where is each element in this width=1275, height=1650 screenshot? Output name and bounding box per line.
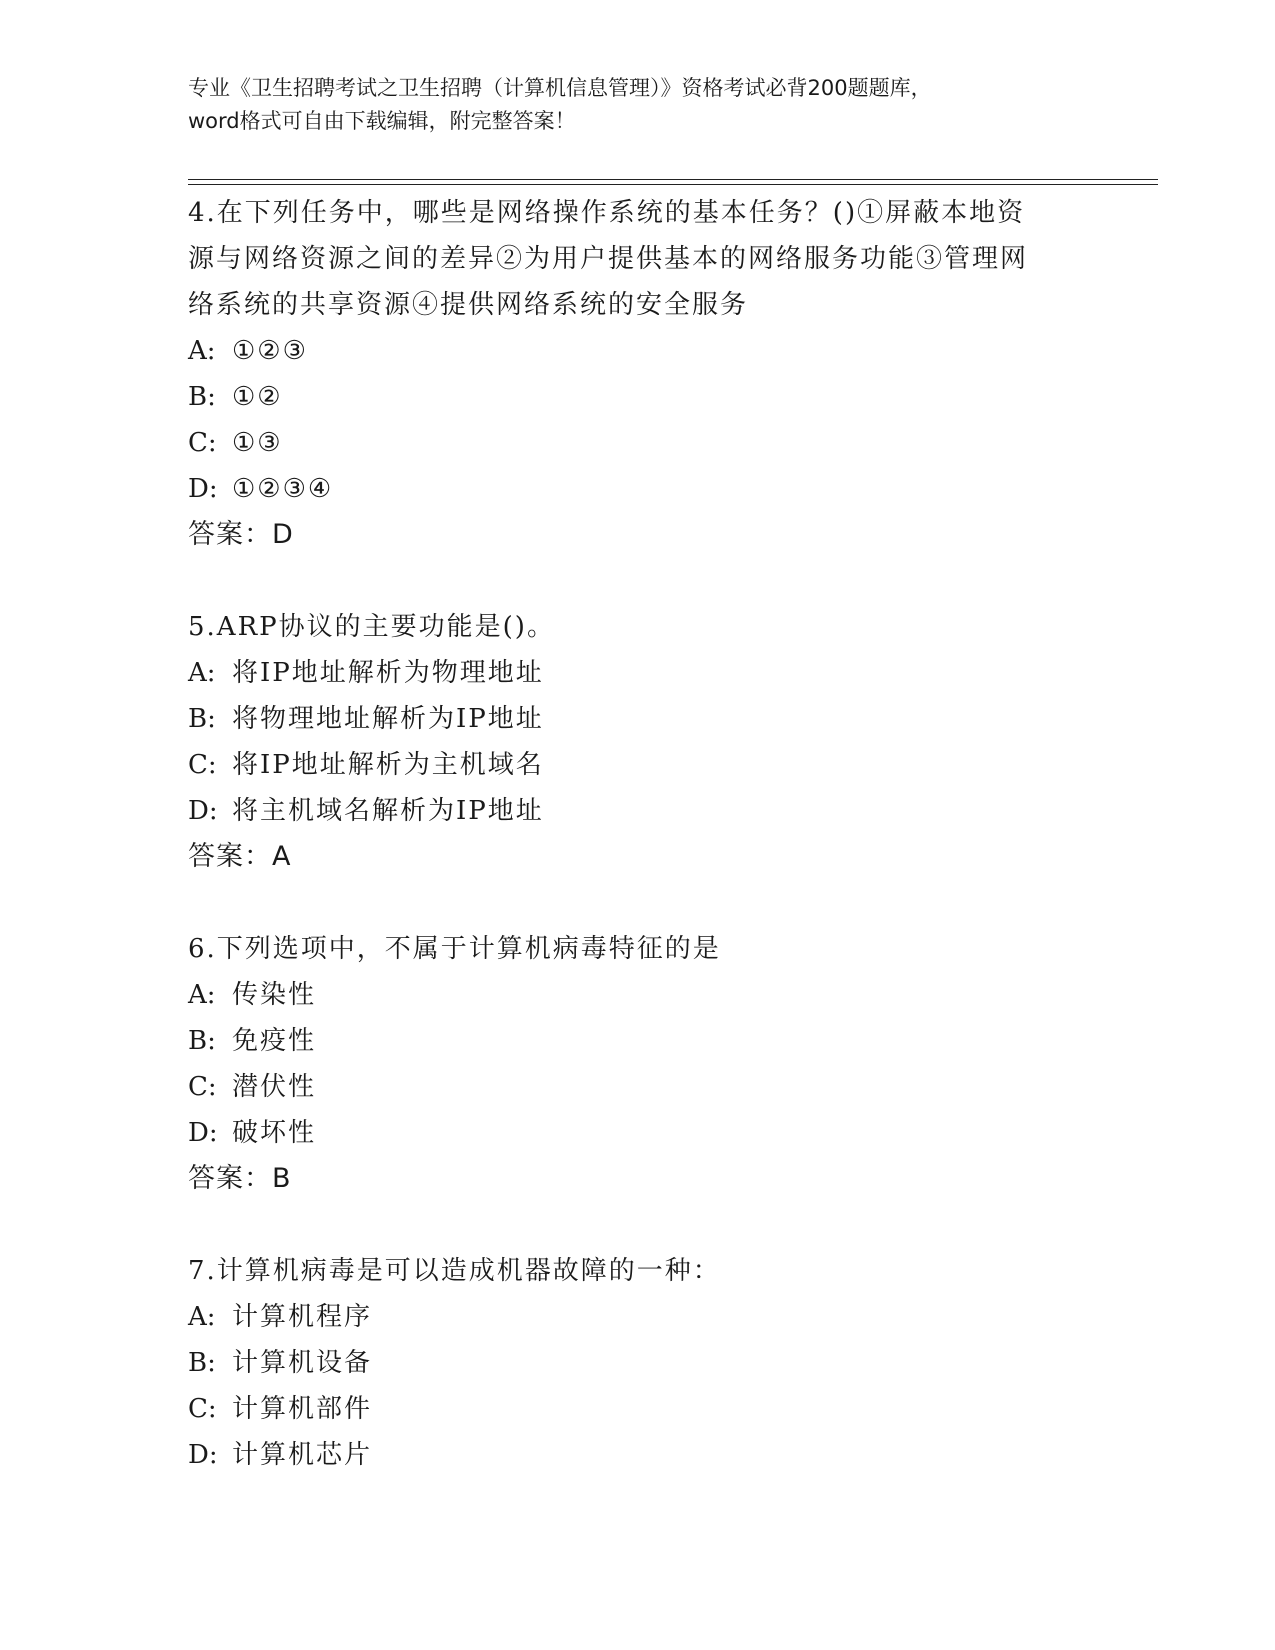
option-c: [188, 1064, 1088, 1110]
option-key: A:: [188, 336, 216, 366]
option-key: A:: [188, 658, 216, 688]
option-text: 计算机设备: [232, 1348, 373, 1378]
question-4: [188, 190, 1088, 558]
header-divider-top: [188, 179, 1158, 180]
option-text: 将物理地址解析为IP地址: [232, 704, 544, 734]
option-key: A:: [188, 1302, 216, 1332]
option-key: C:: [188, 750, 217, 780]
option-text: 将IP地址解析为主机域名: [232, 750, 544, 780]
question-stem-line: 4.在下列任务中，哪些是网络操作系统的基本任务？()①屏蔽本地资: [188, 198, 1026, 228]
question-7: [188, 1248, 1088, 1478]
option-a: [188, 650, 1088, 696]
option-a: [188, 328, 1088, 374]
question-stem-line: 5.ARP协议的主要功能是()。: [188, 612, 555, 642]
option-a: [188, 972, 1088, 1018]
option-d: [188, 788, 1088, 834]
header-divider-bottom: [188, 184, 1158, 185]
question-5: [188, 604, 1088, 880]
option-text: 免疫性: [232, 1026, 317, 1056]
option-key: D:: [188, 796, 218, 826]
option-c: [188, 742, 1088, 788]
option-key: D:: [188, 1440, 218, 1470]
question-stem: [188, 604, 1088, 650]
option-key: C:: [188, 1072, 217, 1102]
option-key: B:: [188, 1026, 216, 1056]
option-key: D:: [188, 474, 218, 504]
question-6: [188, 926, 1088, 1202]
option-key: A:: [188, 980, 216, 1010]
option-text: 传染性: [232, 980, 317, 1010]
question-stem: [188, 1248, 1088, 1294]
option-key: B:: [188, 382, 216, 412]
option-b: [188, 1018, 1088, 1064]
question-stem-line: 7.计算机病毒是可以造成机器故障的一种：: [188, 1256, 721, 1286]
option-text: 计算机部件: [232, 1394, 373, 1424]
option-text: 破坏性: [232, 1118, 317, 1148]
option-key: C:: [188, 1394, 217, 1424]
option-b: [188, 696, 1088, 742]
answer-label: 答案：A: [188, 841, 292, 872]
option-text: 计算机程序: [232, 1302, 373, 1332]
option-text: 将IP地址解析为物理地址: [232, 658, 544, 688]
question-stem-line: 6.下列选项中，不属于计算机病毒特征的是: [188, 934, 721, 964]
question-stem: [188, 190, 1068, 328]
question-stem-line: 源与网络资源之间的差异②为用户提供基本的网络服务功能③管理网: [188, 244, 1029, 274]
option-text: ①②③: [232, 336, 308, 366]
question-list: [188, 190, 1088, 1478]
option-c: [188, 420, 1088, 466]
option-d: [188, 1110, 1088, 1156]
spacer: [188, 1202, 1088, 1248]
document-header: [188, 72, 1088, 138]
header-title-line-2: word格式可自由下载编辑，附完整答案！: [188, 109, 576, 133]
spacer: [188, 880, 1088, 926]
option-text: 计算机芯片: [232, 1440, 373, 1470]
option-key: B:: [188, 1348, 216, 1378]
option-d: [188, 466, 1088, 512]
option-b: [188, 374, 1088, 420]
option-text: ①②③④: [232, 474, 334, 504]
option-c: [188, 1386, 1088, 1432]
option-text: 潜伏性: [232, 1072, 317, 1102]
option-text: ①③: [232, 428, 283, 458]
option-a: [188, 1294, 1088, 1340]
option-text: 将主机域名解析为IP地址: [232, 796, 544, 826]
header-title-line-1: 专业《卫生招聘考试之卫生招聘（计算机信息管理）》资格考试必背200题题库，: [188, 76, 932, 100]
question-stem: [188, 926, 1088, 972]
answer-label: 答案：D: [188, 519, 294, 550]
option-key: D:: [188, 1118, 218, 1148]
answer-label: 答案：B: [188, 1163, 292, 1194]
option-d: [188, 1432, 1088, 1478]
option-text: ①②: [232, 382, 283, 412]
question-stem-line: 络系统的共享资源④提供网络系统的安全服务: [188, 290, 749, 320]
option-key: C:: [188, 428, 217, 458]
option-key: B:: [188, 704, 216, 734]
option-b: [188, 1340, 1088, 1386]
spacer: [188, 558, 1088, 604]
